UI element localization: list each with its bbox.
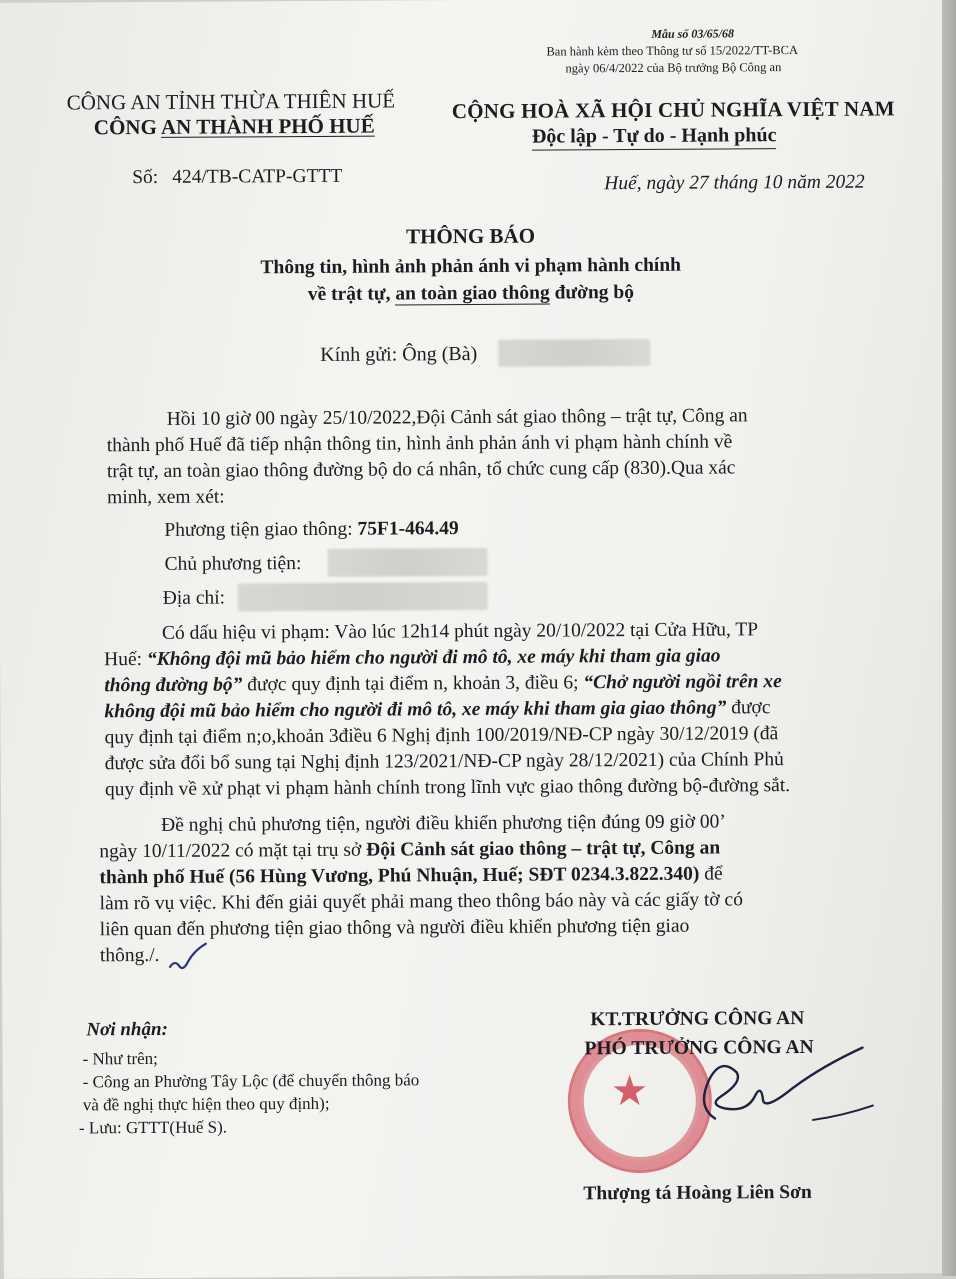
document-subtitle-1: Thông tin, hình ảnh phản ánh vi phạm hành chính [260,254,682,279]
violation-line-5: quy định tại điểm n;o,khoản 3điều 6 Nghị định 100/2019/NĐ-CP ngày 30/12/2019 (đã [104,723,779,749]
issuing-agency-part-2: AN THÀNH PHỐ HUẾ [160,113,375,139]
violation-1-quote: “Không đội mũ bảo hiểm cho người đi mô tô, xe máy khi tham gia giao [146,645,721,670]
vehicle-plate: 75F1-464.49 [357,518,459,540]
recipient-salutation: Kính gửi: Ông (Bà) [320,342,478,366]
national-name: CỘNG HOÀ XÃ HỘI CHỦ NGHĨA VIỆT NAM [451,96,895,124]
recipients-title: Nơi nhận: [86,1018,168,1041]
recipient-item-1: - Như trên; [82,1048,158,1069]
document-number-label: Số: [132,166,159,189]
signer-name: Thượng tá Hoàng Liên Sơn [583,1181,812,1205]
body-p1-line-1: Hồi 10 giờ 00 ngày 25/10/2022,Đội Cảnh sát giao thông – trật tự, Công an [166,405,748,430]
pen-check-mark [170,944,206,968]
request-line-5: liên quan đến phương tiện giao thông và người điều khiển phương tiện giao [99,915,690,941]
signature-title-1: KT.TRƯỞNG CÔNG AN [590,1007,805,1031]
signature-scribble [704,1048,863,1119]
parent-agency: CÔNG AN TỈNH THỪA THIÊN HUẾ [66,88,396,115]
request-line-3-end: để [699,863,723,885]
recipient-item-3: và đề nghị thực hiện theo quy định); [82,1093,330,1115]
request-office: Đội Cảnh sát giao thông – trật tự, Công an [366,837,721,861]
violation-2-reference-start: được [726,697,771,719]
violation-line-1: Có dấu hiệu vi phạm: Vào lúc 12h14 phút ngày 20/10/2022 tại Cửa Hữu, TP [161,619,759,644]
violation-line-7: quy định về xử phạt vi phạm hành chính trong lĩnh vực giao thông đường bộ-đường sắt. [104,775,791,801]
form-issuance-line-1: Ban hành kèm theo Thông tư số 15/2022/TT-BCA [546,43,799,59]
recipient-item-4: - Lưu: GTTT(Huế S). [78,1117,228,1138]
page-edge-shadow [942,0,956,1276]
subtitle-2-part-1: về trật tự, [307,283,396,306]
owner-label: Chủ phương tiện: [164,553,302,575]
violation-2-quote-start: “Chở người ngồi trên xe [583,671,782,694]
violation-line-2-place: Huế: [104,648,147,671]
violation-line-6: được sửa đổi bổ sung tại Nghị định 123/2021/NĐ-CP ngày 28/12/2021) của Chính Phủ [104,749,784,775]
form-issuance-line-2: ngày 06/4/2022 của Bộ trưởng Bộ Công an [565,60,782,76]
request-line-4: làm rõ vụ việc. Khi đến giải quyết phải mang theo thông báo này và các giấy tờ có [99,889,744,915]
body-p1-line-2: thành phố Huế đã tiếp nhận thông tin, hình ảnh phản ánh vi phạm hành chính về [106,431,733,457]
request-date: ngày 10/11/2022 có mặt tại trụ sở [99,839,367,863]
address-label: Địa chỉ: [162,587,226,609]
vehicle-label: Phương tiện giao thông: [164,518,358,541]
signature-title-2: PHÓ TRƯỞNG CÔNG AN [584,1036,814,1060]
subtitle-2-part-3: đường bộ [549,282,635,304]
national-motto: Độc lập - Tự do - Hạnh phúc [532,124,777,150]
request-line-1: Đề nghị chủ phương tiện, người điều khiển phương tiện đúng 09 giờ 00’ [161,811,726,836]
recipient-item-2: - Công an Phường Tây Lộc (để chuyển thông báo [82,1070,420,1092]
document-number-value: 424/TB-CATP-GTTT [172,165,343,188]
body-p1-line-3: trật tự, an toàn giao thông đường bộ do cá nhân, tổ chức cung cấp (830).Qua xác [106,457,736,483]
violation-2-quote: không đội mũ bảo hiểm cho người đi mô tô, xe máy khi tham gia giao thông” [104,697,727,723]
document-title: THÔNG BÁO [406,223,536,249]
request-address: thành phố Huế (56 Hùng Vương, Phú Nhuận, Huế; SĐT 0234.3.822.340) [99,863,700,889]
request-line-6: thông./. [99,944,160,967]
violation-1-reference: được quy định tại điểm n, khoản 3, điều 6; [242,672,584,696]
issue-date: Huế, ngày 27 tháng 10 năm 2022 [604,171,865,195]
issuing-agency-part-1: CÔNG [93,114,162,140]
body-p1-line-4: minh, xem xét: [107,486,225,509]
seal-star-icon: ★ [610,1068,649,1116]
signature-stroke [813,1106,873,1120]
form-number: Mẫu số 03/65/68 [651,26,735,41]
violation-1-quote-end: thông đường bộ” [104,674,243,697]
subtitle-2-part-2: an toàn giao thông [395,282,550,305]
